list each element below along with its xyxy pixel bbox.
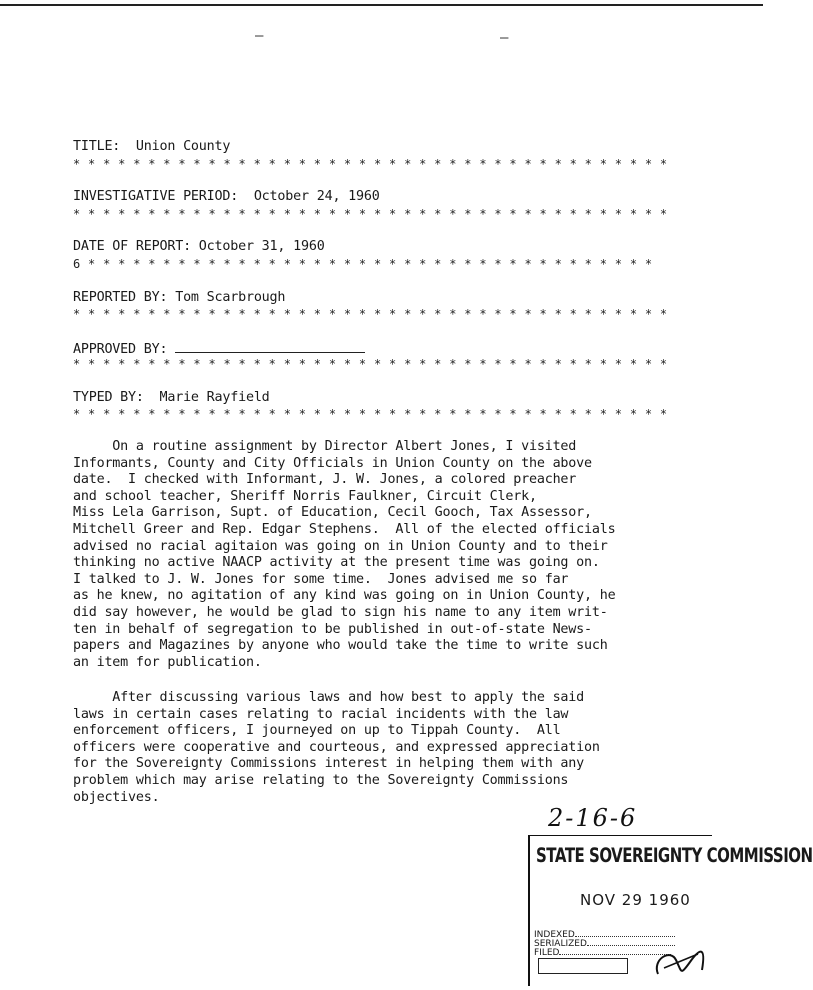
star-divider: * * * * * * * * * * * * * * * * * * * * * * * * * * * * * * * * * * * * * * * * xyxy=(73,207,668,221)
body-line: did say however, he would be glad to sign his name to any item writ- xyxy=(73,604,608,620)
stamp-filed-label: FILED xyxy=(534,948,560,958)
body-line: date. I checked with Informant, J. W. Jones, a colored preacher xyxy=(73,472,577,488)
handwritten-file-number: 2-16-6 xyxy=(548,804,638,832)
report-title: TITLE: Union County xyxy=(73,139,231,154)
star-divider-date: 6 * * * * * * * * * * * * * * * * * * * * * * * * * * * * * * * * * * * * * * xyxy=(73,257,653,271)
stamp-dots xyxy=(575,936,675,937)
body-line: problem which may arise relating to the Sovereignty Commissions xyxy=(73,772,569,788)
stamp-serialized-label: SERIALIZED xyxy=(534,939,587,949)
typed-by: TYPED BY: Marie Rayfield xyxy=(73,390,270,405)
stamp-title: STATE SOVEREIGNTY COMMISSION xyxy=(536,844,813,868)
body-line: papers and Magazines by anyone who would take the time to write such xyxy=(73,638,608,654)
body-line: ten in behalf of segregation to be published in out-of-state News- xyxy=(73,621,592,637)
star-divider: * * * * * * * * * * * * * * * * * * * * * * * * * * * * * * * * * * * * * * * * xyxy=(73,157,668,171)
top-border-line xyxy=(0,4,763,6)
body-line: Informants, County and City Officials in Union County on the above xyxy=(73,455,592,471)
body-line: thinking no active NAACP activity at the present time was going on. xyxy=(73,555,600,571)
investigative-period: INVESTIGATIVE PERIOD: October 24, 1960 xyxy=(73,189,380,204)
body-line: an item for publication. xyxy=(73,654,262,670)
body-line: On a routine assignment by Director Albert Jones, I visited xyxy=(73,439,577,454)
signature-line xyxy=(175,340,365,353)
body-line: advised no racial agitaion was going on in Union County and to their xyxy=(73,538,608,554)
body-line: After discussing various laws and how best to apply the said xyxy=(73,690,585,705)
stamp-indexed-label: INDEXED xyxy=(534,930,575,940)
body-paragraph-2 xyxy=(73,690,713,806)
body-paragraph-1 xyxy=(73,439,713,671)
body-line: and school teacher, Sheriff Norris Faulkner, Circuit Clerk, xyxy=(73,488,537,504)
reported-by: REPORTED BY: Tom Scarbrough xyxy=(73,290,286,305)
date-of-report: DATE OF REPORT: October 31, 1960 xyxy=(73,239,325,254)
stamp-date: NOV 29 1960 xyxy=(580,891,691,909)
body-line: enforcement officers, I journeyed on up to Tippah County. All xyxy=(73,723,561,739)
received-stamp xyxy=(528,835,813,986)
body-line: laws in certain cases relating to racial incidents with the law xyxy=(73,706,569,722)
body-line: objectives. xyxy=(73,789,160,805)
approved-by xyxy=(73,340,365,357)
body-line: Mitchell Greer and Rep. Edgar Stephens. All of the elected officials xyxy=(73,521,616,537)
star-divider: * * * * * * * * * * * * * * * * * * * * * * * * * * * * * * * * * * * * * * * * xyxy=(73,357,668,371)
body-line: I talked to J. W. Jones for some time. Jones advised me so far xyxy=(73,571,569,587)
star-divider: * * * * * * * * * * * * * * * * * * * * * * * * * * * * * * * * * * * * * * * * xyxy=(73,307,668,321)
body-line: as he knew, no agitation of any kind was going on in Union County, he xyxy=(73,588,616,604)
punch-mark-left: — xyxy=(255,28,264,44)
body-line: officers were cooperative and courteous, and expressed appreciation xyxy=(73,739,600,755)
approved-by-label: APPROVED BY: xyxy=(73,342,168,357)
initials-scribble xyxy=(650,940,710,980)
stamp-box xyxy=(538,958,628,974)
body-line: for the Sovereignty Commissions interest in helping them with any xyxy=(73,756,585,772)
star-divider: * * * * * * * * * * * * * * * * * * * * * * * * * * * * * * * * * * * * * * * * xyxy=(73,407,668,421)
punch-mark-right: — xyxy=(500,30,509,46)
body-line: Miss Lela Garrison, Supt. of Education, Cecil Gooch, Tax Assessor, xyxy=(73,505,592,521)
